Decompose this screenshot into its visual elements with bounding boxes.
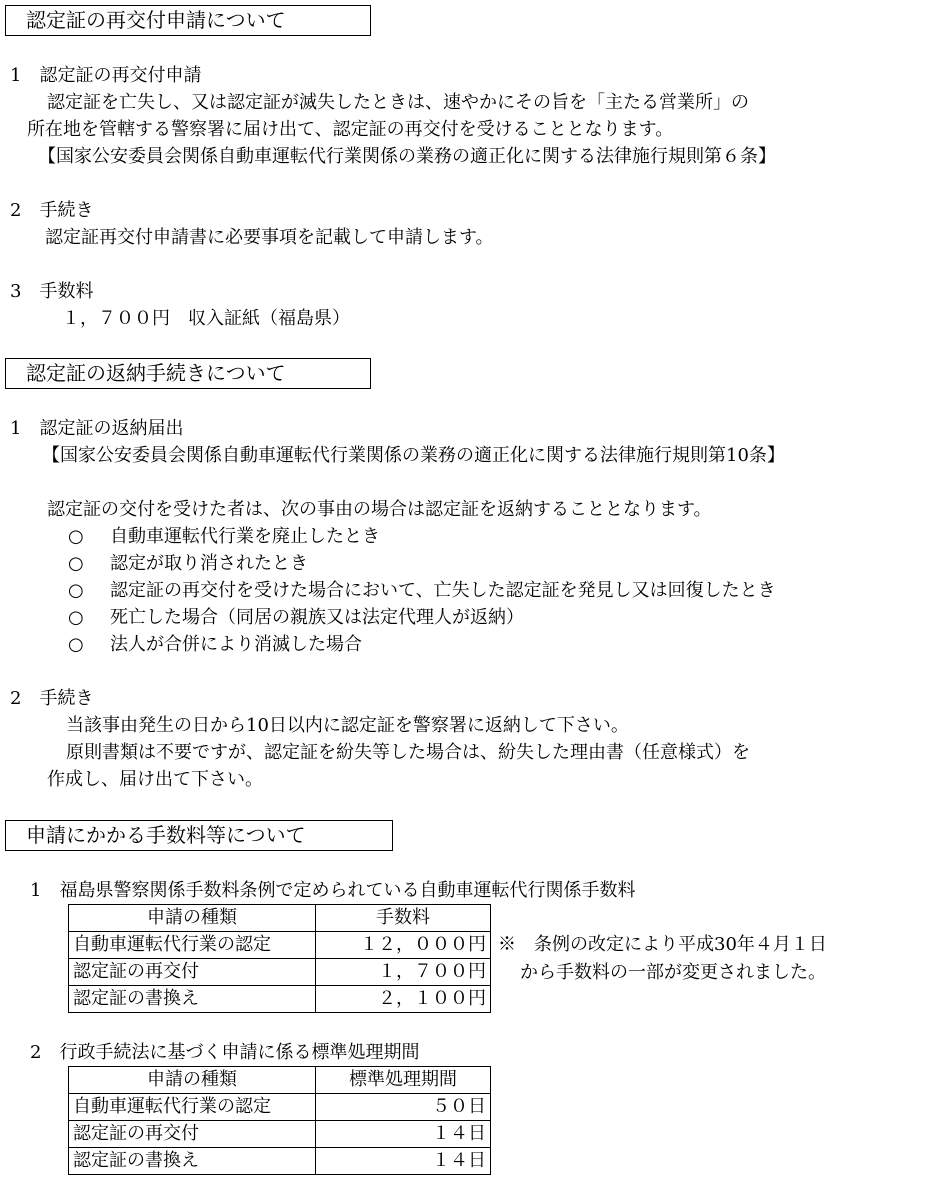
table-cell: 認定証の再交付: [69, 1121, 316, 1148]
return-item2-line1: 当該事由発生の日から10日以内に認定証を警察署に返納して下さい。: [66, 715, 629, 736]
table-cell: 自動車運転代行業の認定: [69, 1094, 316, 1121]
bullet-icon: ○: [68, 607, 84, 628]
return-reason: 認定証の再交付を受けた場合において、亡失した認定証を発見し又は回復したとき: [110, 580, 776, 601]
return-law-reference: 【国家公安委員会関係自動車運転代行業関係の業務の適正化に関する法律施行規則第10条】: [42, 445, 785, 466]
section-heading-return: 認定証の返納手続きについて: [5, 358, 371, 389]
return-item1-title: 1 認定証の返納届出: [10, 418, 184, 439]
table-cell: １４日: [316, 1148, 491, 1175]
column-header: 申請の種類: [69, 1067, 316, 1094]
table-row: [69, 986, 491, 1013]
table-cell: ２，１００円: [316, 986, 491, 1013]
table-row: [69, 1148, 491, 1175]
reissue-item1-title: 1 認定証の再交付申請: [10, 65, 202, 86]
fee-table: [68, 904, 491, 1013]
reissue-item1-line1: 認定証を亡失し、又は認定証が滅失したときは、速やかにその旨を「主たる営業所」の: [47, 92, 749, 113]
table-cell: ５０日: [316, 1094, 491, 1121]
return-item2-title: 2 手続き: [10, 688, 94, 709]
table-cell: １４日: [316, 1121, 491, 1148]
table-cell: 認定証の書換え: [69, 1148, 316, 1175]
return-reason: 法人が合併により消滅した場合: [110, 634, 362, 655]
bullet-icon: ○: [68, 553, 84, 574]
column-header: 申請の種類: [69, 905, 316, 932]
bullet-icon: ○: [68, 526, 84, 547]
fees-item2-title: 2 行政手続法に基づく申請に係る標準処理期間: [30, 1042, 420, 1063]
processing-period-table: [68, 1066, 491, 1175]
table-cell: 認定証の再交付: [69, 959, 316, 986]
reissue-item3-title: 3 手数料: [10, 281, 94, 302]
fee-revision-note-line1: ※ 条例の改定により平成30年４月１日: [498, 934, 827, 955]
column-header: 手数料: [316, 905, 491, 932]
reissue-item2-title: 2 手続き: [10, 200, 94, 221]
table-row: [69, 1094, 491, 1121]
reissue-law-reference: 【国家公安委員会関係自動車運転代行業関係の業務の適正化に関する法律施行規則第６条】: [38, 146, 776, 167]
return-intro: 認定証の交付を受けた者は、次の事由の場合は認定証を返納することとなります。: [47, 499, 712, 520]
fee-revision-note-line2: から手数料の一部が変更されました。: [520, 962, 826, 983]
table-row: [69, 959, 491, 986]
table-cell: １，７００円: [316, 959, 491, 986]
reissue-fee-amount: １，７００円 収入証紙（福島県）: [62, 308, 350, 329]
section-heading-fees: 申請にかかる手数料等について: [5, 820, 393, 851]
reissue-item1-line2: 所在地を管轄する警察署に届け出て、認定証の再交付を受けることとなります。: [27, 119, 674, 140]
section-heading-reissue: 認定証の再交付申請について: [5, 5, 371, 36]
column-header: 標準処理期間: [316, 1067, 491, 1094]
return-reason: 自動車運転代行業を廃止したとき: [110, 526, 380, 547]
table-row: [69, 932, 491, 959]
table-row: [69, 1121, 491, 1148]
bullet-icon: ○: [68, 634, 84, 655]
table-cell: 認定証の書換え: [69, 986, 316, 1013]
bullet-icon: ○: [68, 580, 84, 601]
table-header-row: [69, 905, 491, 932]
table-cell: 自動車運転代行業の認定: [69, 932, 316, 959]
return-reason: 死亡した場合（同居の親族又は法定代理人が返納）: [110, 607, 524, 628]
return-item2-line2: 原則書類は不要ですが、認定証を紛失等した場合は、紛失した理由書（任意様式）を: [66, 742, 750, 763]
table-cell: １２，０００円: [316, 932, 491, 959]
reissue-item2-line1: 認定証再交付申請書に必要事項を記載して申請します。: [45, 227, 494, 248]
fees-item1-title: 1 福島県警察関係手数料条例で定められている自動車運転代行関係手数料: [30, 880, 636, 901]
table-header-row: [69, 1067, 491, 1094]
return-item2-line3: 作成し、届け出て下さい。: [47, 769, 263, 790]
return-reason: 認定が取り消されたとき: [110, 553, 308, 574]
